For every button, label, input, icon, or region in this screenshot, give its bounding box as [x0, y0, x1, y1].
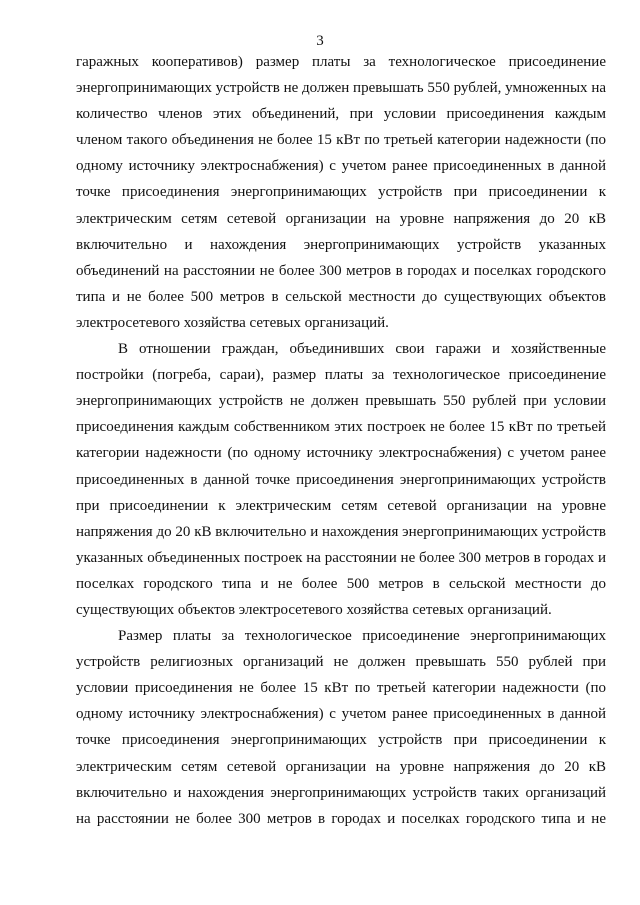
paragraph-citizens-garages: В отношении граждан, объединивших свои гаражи и хозяйственные постройки (погреба, сараи), размер платы за технологическое присоединение энергопринимающих устройств не должен превышать 550 рублей при условии присоединения каждым собственником этих построек не более 15 кВт по третьей категории надежности (по одному источнику электроснабжения) с учетом ранее присоединенных в данной точке присоединения энергопринимающих устройств при присоединении к электрическим сетям сетевой организации на уровне напряжения до 20 кВ включительно и нахождения энергопринимающих устройств указанных объединенных построек на расстоянии не более 300 метров в городах и поселках городского типа и не более 500 метров в сельской местности до существующих объектов электросетевого хозяйства сетевых организаций. [76, 341, 606, 618]
page-number: 3 [316, 33, 324, 49]
paragraph-religious-organizations: Размер платы за технологическое присоединение энергопринимающих устройств религиозных организаций не должен превышать 550 рублей при условии присоединения не более 15 кВт по третьей категории надежности (по одному источнику электроснабжения) с учетом ранее присоединенных в данной точке присоединения энергопринимающих устройств при присоединении к электрическим сетям сетевой организации на уровне напряжения до 20 кВ включительно и нахождения энергопринимающих устройств таких организаций на расстоянии не более 300 метров в городах и поселках городского типа и не [76, 628, 606, 827]
paragraph-garage-cooperatives: гаражных кооперативов) размер платы за технологическое присоединение энергопринимающих устройств не должен превышать 550 рублей, умноженных на количество членов этих объединений, при условии присоединения каждым членом такого объединения не более 15 кВт по третьей категории надежности (по одному источнику электроснабжения) с учетом ранее присоединенных в данной точке присоединения энергопринимающих устройств при присоединении к электрическим сетям сетевой организации на уровне напряжения до 20 кВ включительно и нахождения энергопринимающих устройств указанных объединений на расстоянии не более 300 метров в городах и поселках городского типа и не более 500 метров в сельской местности до существующих объектов электросетевого хозяйства сетевых организаций. [76, 54, 606, 331]
document-body [76, 49, 606, 832]
